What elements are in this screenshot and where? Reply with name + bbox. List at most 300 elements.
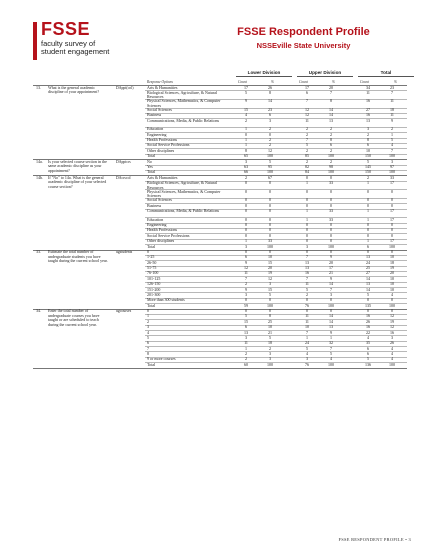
cell-value: 2 [245,356,247,362]
cell-value: 0 [245,232,247,238]
cell-value: 9 [330,329,332,335]
response-option: Health Professions [147,137,178,143]
cell-value: 0 [367,308,369,314]
response-option: 1 [147,313,149,319]
cell-value: 3 [306,356,308,362]
cell-value: 100 [389,153,395,159]
cell-value: 12 [268,275,272,281]
cell-value: 2 [306,147,308,153]
cell-value: 16 [305,270,309,276]
question-number: 13. [36,84,41,90]
cell-value: 5 [367,291,369,297]
cell-value: 8 [269,89,271,95]
cell-value: 5 [391,137,393,143]
cell-value: 10 [268,254,272,260]
cell-value: 100 [328,302,334,308]
cell-value: 0 [367,222,369,228]
cell-value: 0 [269,131,271,137]
cell-value: 82 [305,164,309,169]
cell-value: 22 [366,329,370,335]
cell-value: 27 [366,270,370,276]
cell-value: 0 [306,297,308,303]
document-subtitle: NSSEville State University [256,41,351,50]
cell-value: 2 [306,131,308,137]
cell-value: 10 [390,254,394,260]
cell-value: 8 [330,137,332,143]
cell-value: 13 [366,117,370,123]
colhead-response-options: Response Options [147,80,173,84]
cell-value: 1 [367,208,369,214]
cell-value: 17 [390,238,394,244]
cell-value: 0 [245,131,247,137]
cell-value: 14 [329,112,333,118]
response-option: No [147,158,152,164]
cell-value: 2 [245,117,247,123]
cell-value: 0 [330,227,332,233]
cell-value: 7 [330,89,332,95]
response-option: 7 [147,345,149,351]
question-text: If "No" to 14a. What is the general academic discipline of your selected course section? [48,174,107,190]
cell-value: 0 [306,202,308,208]
question-text: Enter the total number of undergraduate courses you have taught or are scheduled to teach during the current school year. [48,308,100,327]
cell-value: 100 [267,302,273,308]
cell-value: 5 [306,286,308,292]
page-number: 3 [408,537,411,542]
response-option: 5 [147,334,149,340]
cell-value: 2 [306,291,308,297]
cell-value: 2 [306,126,308,132]
cell-value: 0 [330,232,332,238]
question-number: 34. [36,308,41,314]
cell-value: 16 [366,324,370,330]
group-header-total: Total [358,70,414,77]
cell-value: 3 [269,350,271,356]
cell-value: 17 [390,208,394,214]
cell-value: 5 [330,350,332,356]
cell-value: 4 [391,356,393,362]
cell-value: 10 [390,281,394,287]
cell-value: 3 [306,243,308,249]
cell-value: 0 [391,227,393,233]
cell-value: 20 [390,270,394,276]
cell-value: 11 [305,117,309,123]
cell-value: 97 [390,164,394,169]
cell-value: 23 [268,107,272,113]
cell-value: 145 [365,164,371,169]
response-option: Health Professions [147,227,178,233]
colhead-count-upper: Count [299,80,308,84]
question-number: 14a. [36,158,43,164]
cell-value: 2 [330,158,332,164]
question-variable: DApptcrs [116,159,131,164]
question-text: Is your selected course section in the same academic discipline as your appointment? [48,158,107,173]
cell-value: 0 [269,308,271,314]
cell-value: 67 [268,174,272,180]
response-option: 76-100 [147,270,159,276]
question-variable: DAcrscol [116,175,131,180]
cell-value: 19 [390,318,394,324]
question-variable: DAppt(col) [116,85,134,90]
cell-value: 12 [244,265,248,271]
cell-value: 100 [389,361,395,367]
response-option: Physical Sciences, Mathematics, & Computer Sciences [147,188,221,199]
cell-value: 20 [329,259,333,265]
cell-value: 0 [245,249,247,255]
cell-value: 3 [245,291,247,297]
question-variable: ugcourses [116,309,132,314]
cell-value: 25 [366,265,370,271]
response-option: Total [147,153,156,159]
cell-value: 9 [330,275,332,281]
cell-value: 13 [329,324,333,330]
cell-value: 4 [391,291,393,297]
cell-value: 14 [329,318,333,324]
cell-value: 16 [390,329,394,335]
cell-value: 0 [245,308,247,314]
response-option: 201-300 [147,291,161,297]
cell-value: 98 [329,164,333,169]
colhead-pct-upper: % [332,80,335,84]
cell-value: 0 [269,188,271,194]
cell-value: 6 [367,142,369,148]
response-option: 8 [147,350,149,356]
cell-value: 4 [330,356,332,362]
cell-value: 100 [328,361,334,367]
response-option: Arts & Humanities [147,84,178,90]
cell-value: 16 [366,98,370,104]
cell-value: 150 [365,169,371,175]
cell-value: 3 [245,243,247,249]
response-option: 51-75 [147,265,157,271]
cell-value: 11 [390,98,394,104]
cell-value: 2 [391,126,393,132]
logo-line-1: faculty survey of [41,39,96,48]
cell-value: 20 [268,265,272,271]
cell-value: 0 [367,227,369,233]
cell-value: 1 [306,208,308,214]
cell-value: 0 [245,202,247,208]
cell-value: 0 [330,188,332,194]
cell-value: 21 [329,270,333,276]
cell-value: 5 [306,142,308,148]
cell-value: 2 [306,158,308,164]
cell-value: 1 [330,334,332,340]
response-option: 151-200 [147,286,161,292]
cell-value: 0 [245,222,247,228]
cell-value: 2 [269,126,271,132]
cell-value: 13 [329,117,333,123]
cell-value: 21 [268,329,272,335]
cell-value: 35 [366,340,370,346]
cell-value: 59 [244,302,248,308]
cell-value: 1 [306,216,308,222]
cell-value: 100 [267,169,273,175]
cell-value: 0 [269,197,271,203]
cell-value: 100 [389,169,395,175]
cell-value: 17 [390,180,394,186]
cell-value: 5 [306,345,308,351]
cell-value: 100 [328,243,334,249]
response-option: Other disciplines [147,238,175,244]
cell-value: 0 [391,297,393,303]
cell-value: 76 [305,361,309,367]
cell-value: 4 [306,350,308,356]
cell-value: 32 [329,340,333,346]
cell-value: 15 [244,107,248,113]
cell-value: 0 [391,188,393,194]
cell-value: 4 [391,142,393,148]
cell-value: 2 [245,174,247,180]
cell-value: 84 [305,169,309,175]
cell-value: 7 [306,98,308,104]
cell-value: 2 [330,131,332,137]
cell-value: 9 [391,117,393,123]
cell-value: 17 [329,265,333,271]
response-option: 2 [147,318,149,324]
cell-value: 100 [267,243,273,249]
cell-value: 0 [269,208,271,214]
response-option: Social Sciences [147,197,172,203]
cell-value: 9 [245,259,247,265]
response-option: Business [147,202,162,208]
cell-value: 17 [390,216,394,222]
cell-value: 10 [390,286,394,292]
response-option: 0 [147,308,149,314]
cell-value: 3 [367,126,369,132]
cell-value: 17 [244,84,248,90]
cell-value: 11 [305,313,309,319]
cell-value: 0 [269,216,271,222]
cell-value: 2 [245,281,247,287]
cell-value: 11 [366,89,370,95]
cell-value: 0 [330,238,332,244]
cell-value: 6 [330,142,332,148]
cell-value: 0 [306,308,308,314]
response-option: Communications, Media, & Public Relations [147,117,219,123]
cell-value: 0 [269,202,271,208]
cell-value: 13 [305,259,309,265]
cell-value: 9 [245,98,247,104]
cell-value: 0 [391,222,393,228]
response-option: Total [147,302,156,308]
cell-value: 0 [269,297,271,303]
cell-value: 7 [306,137,308,143]
cell-value: 5 [367,158,369,164]
cell-value: 0 [367,249,369,255]
cell-value: 6 [245,324,247,330]
cell-value: 2 [330,147,332,153]
cell-value: 3 [245,158,247,164]
response-option: Engineering [147,131,167,137]
cell-value: 1 [367,216,369,222]
cell-value: 10 [366,147,370,153]
cell-value: 7 [391,89,393,95]
response-option: Other disciplines [147,147,175,153]
cell-value: 33 [329,216,333,222]
cell-value: 14 [268,98,272,104]
cell-value: 11 [244,270,248,276]
cell-value: 1 [367,238,369,244]
cell-value: 0 [391,308,393,314]
response-option: Physical Sciences, Mathematics, & Computer Sciences [147,98,221,108]
cell-value: 0 [306,249,308,255]
cell-value: 7 [306,254,308,260]
cell-value: 6 [367,345,369,351]
cell-value: 7 [245,275,247,281]
cell-value: 26 [268,84,272,90]
cell-value: 100 [328,153,334,159]
cell-value: 13 [366,281,370,287]
cell-value: 0 [391,249,393,255]
cell-value: 13 [244,329,248,335]
group-header-upper-division: Upper Division [297,70,353,77]
page-footer [338,537,411,542]
response-option: Total [147,361,156,367]
cell-value: 20 [329,84,333,90]
cell-value: 8 [269,313,271,319]
response-option: 1-25 [147,254,155,260]
cell-value: 0 [330,174,332,180]
cell-value: 85 [305,153,309,159]
cell-value: 9 [330,254,332,260]
cell-value: 4 [367,334,369,340]
cell-value: 18 [268,340,272,346]
cell-value: 0 [367,197,369,203]
cell-value: 19 [268,270,272,276]
cell-value: 0 [269,249,271,255]
cell-value: 15 [244,318,248,324]
cell-value: 0 [269,222,271,228]
cell-value: 33 [268,238,272,244]
cell-value: 3 [330,291,332,297]
cell-value: 3 [391,334,393,340]
cell-value: 0 [306,232,308,238]
cell-value: 27 [366,107,370,113]
response-option: Social Sciences [147,107,172,113]
cell-value: 11 [244,340,248,346]
cell-value: 66 [244,169,248,175]
cell-value: 1 [367,180,369,186]
cell-value: 7 [330,345,332,351]
cell-value: 150 [365,153,371,159]
cell-value: 14 [329,107,333,113]
cell-value: 0 [391,232,393,238]
footer-label: FSSE RESPONDENT PROFILE [338,537,404,542]
cell-value: 7 [330,286,332,292]
cell-value: 4 [245,112,247,118]
cell-value: 2 [245,350,247,356]
cell-value: 2 [269,345,271,351]
cell-value: 0 [306,197,308,203]
cell-value: 5 [269,291,271,297]
cell-value: 60 [244,361,248,367]
response-option: Social Service Professions [147,232,190,238]
cell-value: 0 [306,188,308,194]
response-option: 101-125 [147,275,161,281]
response-option: Education [147,126,164,132]
colhead-pct-lower: % [271,80,274,84]
cell-value: 12 [305,107,309,113]
cell-value: 1 [245,142,247,148]
cell-value: 14 [366,275,370,281]
response-option: Communications, Media, & Public Relations [147,208,219,214]
cell-value: 0 [245,188,247,194]
cell-value: 0 [269,232,271,238]
cell-value: 0 [367,188,369,194]
response-option: Arts & Humanities [147,174,178,180]
response-option: Biological Sciences, Agriculture, & Natural Resources [147,89,217,100]
response-option: 4 [147,329,149,335]
cell-value: 18 [390,259,394,265]
cell-value: 65 [244,153,248,159]
cell-value: 0 [306,238,308,244]
cell-value: 0 [330,222,332,228]
response-option: Total [147,243,156,249]
cell-value: 76 [305,302,309,308]
response-option: Education [147,216,164,222]
footer-bullet: • [405,537,408,542]
response-option: 9 or more courses [147,356,176,362]
cell-value: 6 [367,243,369,249]
cell-value: 6 [306,89,308,95]
cell-value: 12 [268,147,272,153]
cell-value: 11 [305,281,309,287]
cell-value: 33 [329,208,333,214]
cell-value: 10 [390,275,394,281]
cell-value: 14 [329,281,333,287]
response-option: Business [147,112,162,118]
cell-value: 3 [269,117,271,123]
cell-value: 4 [391,345,393,351]
cell-value: 26 [390,340,394,346]
cell-value: 10 [268,324,272,330]
cell-value: 17 [305,84,309,90]
cell-value: 7 [391,147,393,153]
cell-value: 16 [366,112,370,118]
cell-value: 14 [366,286,370,292]
cell-value: 0 [306,174,308,180]
cell-value: 1 [306,334,308,340]
cell-value: 5 [245,89,247,95]
cell-value: 0 [306,227,308,233]
colhead-pct-total: % [394,80,397,84]
cell-value: 63 [244,164,248,169]
cell-value: 6 [367,350,369,356]
cell-value: 14 [329,313,333,319]
cell-value: 0 [245,227,247,233]
question-variable: ugstudents [116,250,133,255]
cell-value: 0 [330,297,332,303]
cell-value: 8 [330,98,332,104]
colhead-count-total: Count [360,80,369,84]
cell-value: 1 [245,345,247,351]
cell-value: 12 [390,324,394,330]
cell-value: 11 [390,112,394,118]
cell-value: 100 [267,153,273,159]
cell-value: 0 [367,202,369,208]
logo-word: FSSE [41,19,91,39]
cell-value: 6 [245,254,247,260]
cell-value: 0 [269,227,271,233]
cell-value: 4 [391,350,393,356]
cell-value: 7 [306,275,308,281]
cell-value: 1 [245,238,247,244]
cell-value: 2 [367,131,369,137]
cell-value: 0 [306,222,308,228]
cell-value: 0 [330,308,332,314]
cell-value: 2 [269,137,271,143]
response-option: Biological Sciences, Agriculture, & Natural Resources [147,180,217,190]
